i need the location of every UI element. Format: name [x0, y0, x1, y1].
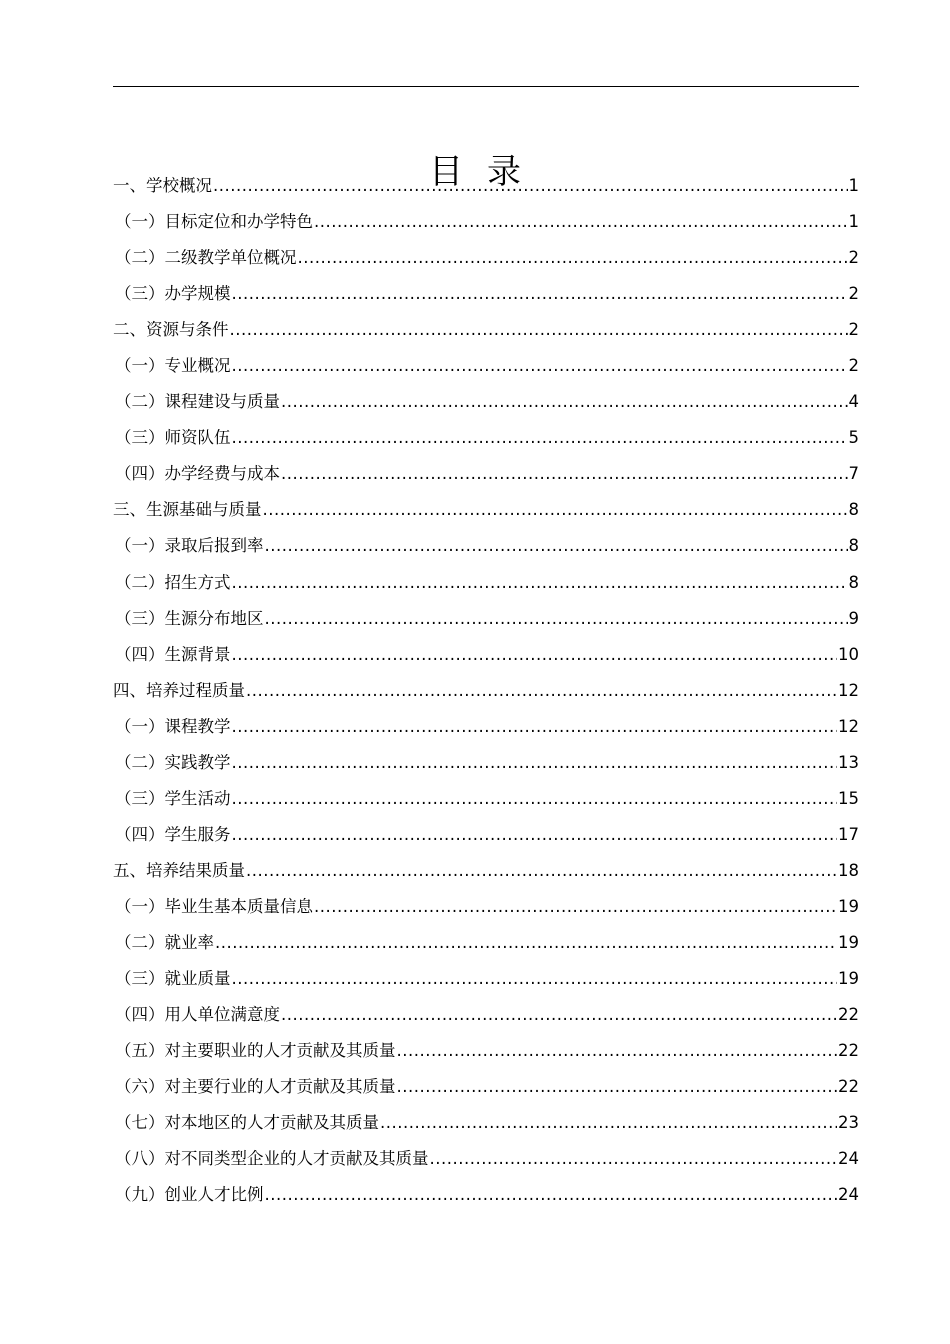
toc-dot-leader: [215, 925, 837, 961]
toc-entry-label: （二）就业率: [115, 932, 214, 952]
toc-entry-page-number: 8: [848, 572, 859, 592]
toc-entry-page-number: 13: [838, 752, 859, 772]
toc-dot-leader: [430, 1141, 838, 1177]
toc-entry-page-number: 12: [838, 680, 859, 700]
toc-entry-page-number: 9: [848, 608, 859, 628]
toc-entry-label: （三）学生活动: [115, 788, 231, 808]
toc-entry-page-number: 2: [848, 284, 859, 304]
toc-entry[interactable]: [113, 1105, 859, 1141]
toc-entry[interactable]: [113, 817, 859, 853]
toc-entry-page-number: 8: [848, 500, 859, 520]
toc-dot-leader: [232, 637, 838, 673]
toc-entry-label: 五、培养结果质量: [113, 860, 245, 880]
toc-dot-leader: [314, 889, 837, 925]
toc-entry[interactable]: [113, 1141, 859, 1177]
toc-entry-page-number: 19: [838, 932, 859, 952]
toc-entry[interactable]: [113, 853, 859, 889]
toc-entry-label: （三）办学规模: [115, 284, 231, 304]
toc-dot-leader: [397, 1069, 838, 1105]
toc-entry-label: （五）对主要职业的人才贡献及其质量: [115, 1041, 396, 1061]
toc-dot-leader: [232, 565, 848, 601]
toc-entry-page-number: 22: [838, 1077, 859, 1097]
toc-entry-page-number: 22: [838, 1041, 859, 1061]
toc-entry[interactable]: [113, 240, 859, 276]
toc-entry[interactable]: [113, 420, 859, 456]
toc-entry-page-number: 19: [838, 969, 859, 989]
toc-entry[interactable]: [113, 312, 859, 348]
toc-entry-label: （三）就业质量: [115, 969, 231, 989]
toc-entry-page-number: 24: [838, 1185, 859, 1205]
toc-list: [113, 168, 859, 1213]
toc-entry-page-number: 15: [838, 788, 859, 808]
toc-title-char-2: 录: [487, 151, 521, 192]
toc-entry-label: （三）师资队伍: [115, 428, 231, 448]
toc-title-char-1: 目: [429, 151, 463, 192]
toc-entry-page-number: 1: [848, 212, 859, 232]
toc-entry-label: （四）学生服务: [115, 824, 231, 844]
toc-dot-leader: [281, 384, 848, 420]
toc-entry[interactable]: [113, 637, 859, 673]
toc-dot-leader: [265, 528, 848, 564]
toc-dot-leader: [298, 240, 848, 276]
toc-dot-leader: [265, 1177, 838, 1213]
toc-entry[interactable]: [113, 1177, 859, 1213]
toc-entry-page-number: 2: [848, 248, 859, 268]
toc-entry-label: （二）课程建设与质量: [115, 392, 280, 412]
toc-entry-page-number: 19: [838, 896, 859, 916]
toc-entry[interactable]: [113, 1033, 859, 1069]
toc-dot-leader: [380, 1105, 837, 1141]
toc-entry[interactable]: [113, 492, 859, 528]
toc-entry-label: （一）课程教学: [115, 716, 231, 736]
toc-entry-label: （一）专业概况: [115, 356, 231, 376]
toc-entry-label: （九）创业人才比例: [115, 1185, 264, 1205]
toc-entry-page-number: 23: [838, 1113, 859, 1133]
toc-dot-leader: [232, 709, 838, 745]
toc-entry-page-number: 22: [838, 1005, 859, 1025]
toc-dot-leader: [232, 745, 838, 781]
toc-entry-label: 三、生源基础与质量: [113, 500, 262, 520]
toc-entry-page-number: 2: [848, 356, 859, 376]
toc-entry[interactable]: [113, 997, 859, 1033]
header-rule: [113, 86, 859, 87]
toc-entry-page-number: 17: [838, 824, 859, 844]
toc-entry[interactable]: [113, 889, 859, 925]
toc-entry[interactable]: [113, 925, 859, 961]
toc-entry[interactable]: [113, 528, 859, 564]
toc-entry-label: （四）用人单位满意度: [115, 1005, 280, 1025]
toc-entry-label: （四）办学经费与成本: [115, 464, 280, 484]
toc-entry-label: （一）毕业生基本质量信息: [115, 896, 313, 916]
toc-entry-label: （一）录取后报到率: [115, 536, 264, 556]
toc-entry[interactable]: [113, 601, 859, 637]
toc-entry[interactable]: [113, 709, 859, 745]
toc-entry[interactable]: [113, 781, 859, 817]
toc-entry-page-number: 7: [848, 464, 859, 484]
toc-entry-page-number: 1: [848, 176, 859, 195]
toc-entry-label: （二）招生方式: [115, 572, 231, 592]
toc-entry-page-number: 5: [848, 428, 859, 448]
toc-dot-leader: [230, 312, 848, 348]
toc-dot-leader: [246, 673, 837, 709]
toc-entry[interactable]: [113, 168, 859, 204]
toc-dot-leader: [397, 1033, 838, 1069]
toc-dot-leader: [263, 492, 848, 528]
toc-entry[interactable]: [113, 961, 859, 997]
toc-dot-leader: [281, 997, 837, 1033]
toc-entry[interactable]: [113, 565, 859, 601]
toc-entry[interactable]: [113, 673, 859, 709]
toc-entry-label: 二、资源与条件: [113, 320, 229, 340]
toc-entry-label: （一）目标定位和办学特色: [115, 212, 313, 232]
toc-dot-leader: [232, 276, 848, 312]
toc-entry-label: 一、学校概况: [113, 176, 212, 195]
toc-entry-label: （七）对本地区的人才贡献及其质量: [115, 1113, 379, 1133]
toc-entry[interactable]: [113, 348, 859, 384]
toc-dot-leader: [246, 853, 837, 889]
toc-dot-leader: [232, 817, 838, 853]
toc-dot-leader: [281, 456, 848, 492]
toc-dot-leader: [314, 204, 848, 240]
toc-entry-label: （四）生源背景: [115, 644, 231, 664]
toc-dot-leader: [265, 601, 848, 637]
toc-entry-page-number: 24: [838, 1149, 859, 1169]
toc-entry-label: 四、培养过程质量: [113, 680, 245, 700]
toc-entry-page-number: 4: [848, 392, 859, 412]
toc-entry-page-number: 8: [848, 536, 859, 556]
toc-entry-label: （二）实践教学: [115, 752, 231, 772]
toc-dot-leader: [232, 961, 838, 997]
toc-dot-leader: [213, 168, 848, 204]
toc-entry[interactable]: [113, 384, 859, 420]
toc-entry-page-number: 12: [838, 716, 859, 736]
toc-entry-page-number: 10: [838, 644, 859, 664]
toc-entry[interactable]: [113, 745, 859, 781]
toc-entry[interactable]: [113, 204, 859, 240]
toc-entry-label: （二）二级教学单位概况: [115, 248, 297, 268]
toc-entry[interactable]: [113, 456, 859, 492]
toc-dot-leader: [232, 781, 838, 817]
toc-entry-page-number: 2: [848, 320, 859, 340]
toc-entry-label: （三）生源分布地区: [115, 608, 264, 628]
toc-entry-page-number: 18: [838, 860, 859, 880]
toc-dot-leader: [232, 420, 848, 456]
toc-entry-label: （六）对主要行业的人才贡献及其质量: [115, 1077, 396, 1097]
toc-entry-label: （八）对不同类型企业的人才贡献及其质量: [115, 1149, 429, 1169]
toc-entry[interactable]: [113, 1069, 859, 1105]
toc-dot-leader: [232, 348, 848, 384]
toc-entry[interactable]: [113, 276, 859, 312]
